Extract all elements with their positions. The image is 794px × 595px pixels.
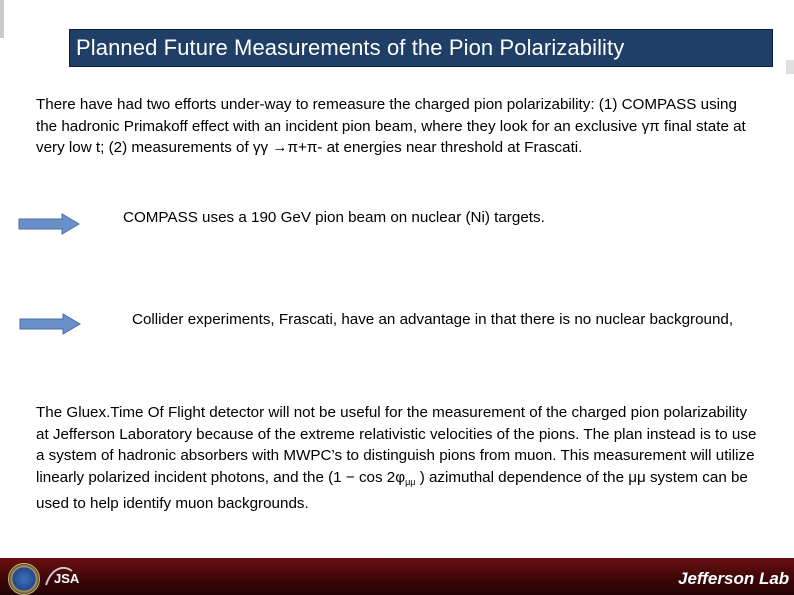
compass-note: COMPASS uses a 190 GeV pion beam on nuclear (Ni) targets.: [123, 209, 545, 226]
jsa-logo-text: JSA: [54, 571, 80, 586]
gluex-paragraph-text: The Gluex.Time Of Flight detector will not be useful for the measurement of the charged pion polarizability at Jefferson Laboratory because of the extreme relativistic velocities of the pions. The plan instead is to use a system of hadronic absorbers with MWPC’s to distinguish pions from muon. This measurement will utilize linearly polarized incident photons, and the (1 − cos 2φ: [36, 404, 757, 486]
jefferson-lab-logo: [678, 566, 794, 594]
slide-title: Planned Future Measurements of the Pion Polarizability: [76, 35, 625, 60]
right-arrow-icon: [19, 313, 81, 335]
gluex-paragraph: [36, 402, 761, 515]
intro-paragraph: There have had two efforts under-way to remeasure the charged pion polarizability: (1) COMPASS using the hadronic Primakoff effect with an incident pion beam, where they look for an exclusive γπ final state at very low t; (2) measurements of γγ →π+π- at energies near threshold at Frascati.: [36, 96, 746, 156]
gluex-paragraph-text-end: ) azimuthal dependence of the μμ system can be used to help identify muon backgrounds.: [36, 468, 748, 512]
slide-title-banner: [69, 29, 773, 67]
phi-subscript: μμ: [405, 476, 416, 487]
header-corner-decoration: [0, 0, 4, 38]
header-right-decoration: [786, 60, 794, 74]
right-arrow-icon: [18, 213, 80, 235]
jsa-logo: [42, 563, 88, 591]
footer-bar: [0, 558, 794, 595]
jefferson-lab-logo-text: Jefferson Lab: [678, 569, 790, 588]
frascati-note: Collider experiments, Frascati, have an advantage in that there is no nuclear background,: [132, 311, 734, 328]
doe-seal-icon: [8, 563, 40, 595]
